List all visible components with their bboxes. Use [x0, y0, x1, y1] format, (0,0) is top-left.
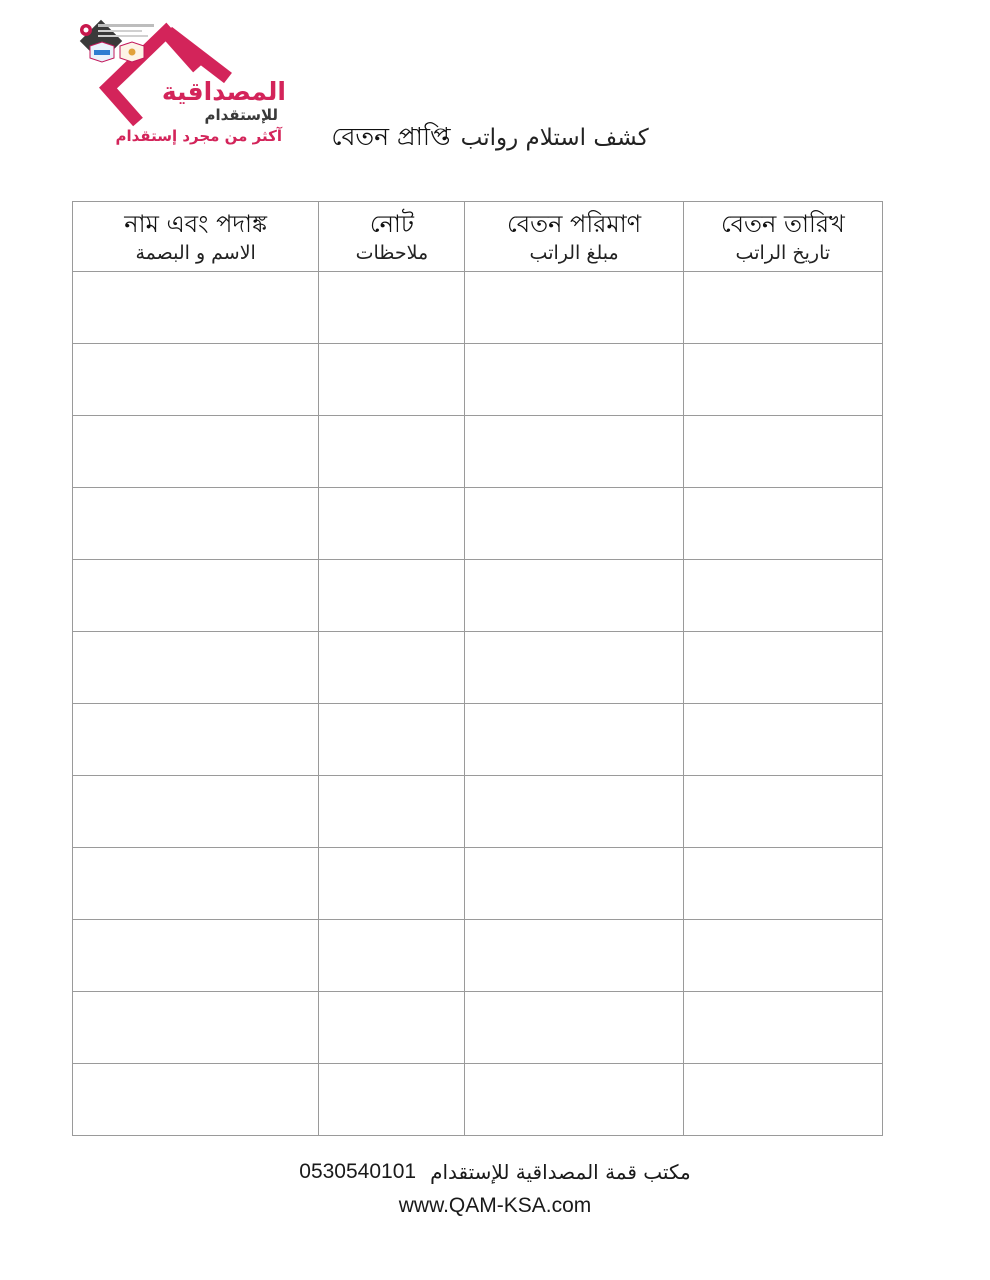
- footer-office-name: مكتب قمة المصداقية للإستقدام: [430, 1160, 691, 1184]
- column-header-salary-amount: [465, 202, 683, 272]
- table-row: [73, 1064, 883, 1136]
- table-cell: [683, 776, 882, 848]
- table-cell: [683, 416, 882, 488]
- column-header-bengali: নোট: [369, 209, 414, 238]
- footer-website-link[interactable]: www.QAM-KSA.com: [398, 1194, 592, 1217]
- table-cell: [73, 344, 319, 416]
- table-cell: [73, 704, 319, 776]
- footer: [0, 1156, 990, 1218]
- table-row: [73, 920, 883, 992]
- logo-brand-sub: للإستقدام: [204, 106, 278, 124]
- table-cell: [319, 704, 465, 776]
- table-cell: [319, 776, 465, 848]
- logo-tagline: آكثر من مجرد إستقدام: [115, 127, 282, 145]
- footer-office-line: [0, 1156, 990, 1188]
- table-cell: [683, 1064, 882, 1136]
- table-cell: [465, 992, 683, 1064]
- document-title: [300, 118, 680, 158]
- column-header-notes: [319, 202, 465, 272]
- table-cell: [465, 920, 683, 992]
- table-cell: [319, 1064, 465, 1136]
- column-header-name-signature: [73, 202, 319, 272]
- table-row: [73, 704, 883, 776]
- table-row: [73, 416, 883, 488]
- table-cell: [683, 632, 882, 704]
- table-cell: [683, 560, 882, 632]
- table-cell: [465, 272, 683, 344]
- column-header-arabic: مبلغ الراتب: [529, 241, 619, 264]
- table-cell: [73, 920, 319, 992]
- table-row: [73, 992, 883, 1064]
- table-cell: [73, 992, 319, 1064]
- table-cell: [465, 1064, 683, 1136]
- table-cell: [73, 560, 319, 632]
- table-row: [73, 632, 883, 704]
- table-cell: [73, 488, 319, 560]
- table-cell: [683, 992, 882, 1064]
- table-cell: [465, 344, 683, 416]
- table-row: [73, 848, 883, 920]
- table-cell: [73, 1064, 319, 1136]
- table-cell: [465, 704, 683, 776]
- footer-phone: 0530540101: [299, 1160, 417, 1183]
- table-cell: [683, 848, 882, 920]
- table-cell: [319, 560, 465, 632]
- table-row: [73, 344, 883, 416]
- title-arabic: كشف استلام رواتب: [460, 125, 649, 151]
- column-header-bengali: বেতন তারিখ: [720, 209, 845, 238]
- table-cell: [319, 992, 465, 1064]
- company-logo: [78, 18, 288, 190]
- partner-badge-icons: [78, 18, 158, 64]
- table-cell: [319, 920, 465, 992]
- column-header-bengali: বেতন পরিমাণ: [506, 209, 642, 238]
- table-row: [73, 488, 883, 560]
- logo-brand-name: المصداقية: [161, 77, 286, 106]
- table-cell: [465, 776, 683, 848]
- table-cell: [73, 848, 319, 920]
- table-cell: [73, 776, 319, 848]
- table-row: [73, 272, 883, 344]
- table-row: [73, 560, 883, 632]
- table-cell: [465, 488, 683, 560]
- table-cell: [465, 560, 683, 632]
- column-header-arabic: الاسم و البصمة: [135, 241, 256, 264]
- table-cell: [319, 632, 465, 704]
- table-row: [73, 776, 883, 848]
- table-cell: [73, 272, 319, 344]
- column-header-arabic: ملاحظات: [355, 241, 429, 264]
- table-cell: [465, 848, 683, 920]
- table-cell: [319, 488, 465, 560]
- table-header-row: [73, 202, 883, 272]
- table-cell: [319, 848, 465, 920]
- column-header-arabic: تاريخ الراتب: [735, 241, 831, 264]
- table-body: [73, 272, 883, 1136]
- table-cell: [319, 272, 465, 344]
- table-cell: [683, 272, 882, 344]
- title-bengali: বেতন প্রাপ্তি: [331, 121, 451, 151]
- table-cell: [319, 344, 465, 416]
- table-cell: [683, 704, 882, 776]
- table-cell: [465, 416, 683, 488]
- column-header-salary-date: [683, 202, 882, 272]
- column-header-bengali: নাম এবং পদাঙ্ক: [124, 209, 267, 238]
- table-cell: [73, 632, 319, 704]
- table-cell: [683, 920, 882, 992]
- salary-receipt-table: [72, 201, 883, 1136]
- table-cell: [73, 416, 319, 488]
- table-cell: [319, 416, 465, 488]
- table-cell: [465, 632, 683, 704]
- table-cell: [683, 488, 882, 560]
- table-cell: [683, 344, 882, 416]
